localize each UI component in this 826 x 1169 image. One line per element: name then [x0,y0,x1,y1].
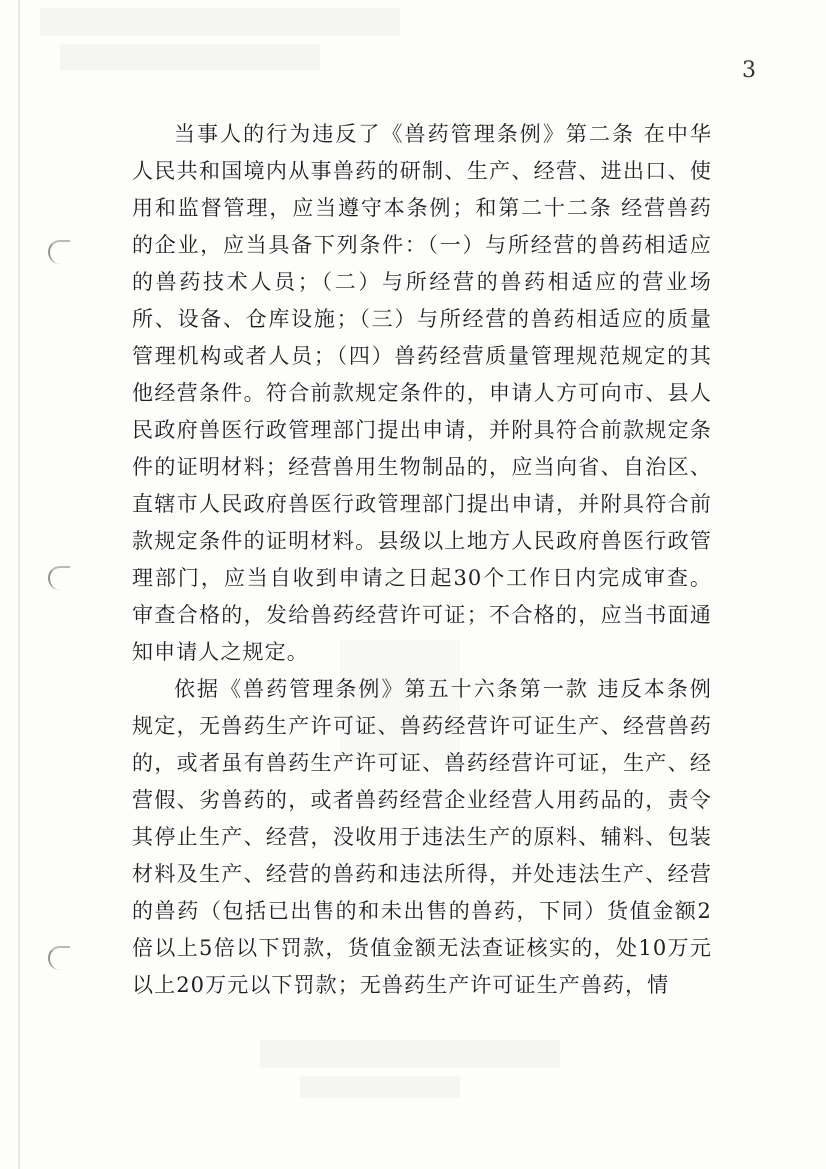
bleed-through-mark [40,8,400,36]
bleed-through-mark [260,1040,560,1068]
paragraph-violation: 当事人的行为违反了《兽药管理条例》第二条 在中华人民共和国境内从事兽药的研制、生产、经营、进出口、使用和监督管理，应当遵守本条例；和第二十二条 经营兽药的企业，应当具备下列条件：（一）与所经营的兽药相适应的兽药技术人员；（二）与所经营的兽药相适应的营业场所、设备、仓库设施；（三）与所经营的兽药相适应的质量管理机构或者人员；（四）兽药经营质量管理规范规定的其他经营条件。符合前款规定条件的，申请人方可向市、县人民政府兽医行政管理部门提出申请，并附具符合前款规定条件的证明材料；经营兽用生物制品的，应当向省、自治区、直辖市人民政府兽医行政管理部门提出申请，并附具符合前款规定条件的证明材料。县级以上地方人民政府兽医行政管理部门，应当自收到申请之日起30个工作日内完成审查。审查合格的，发给兽药经营许可证；不合格的，应当书面通知申请人之规定。 [132,122,712,664]
bleed-through-mark [60,44,320,70]
bleed-through-mark [300,1076,460,1098]
page-number: 3 [742,58,756,83]
punch-hole-mark [48,566,70,590]
punch-hole-mark [48,240,70,264]
scan-edge-shadow [18,0,20,1169]
punch-hole-mark [48,946,70,970]
paragraph-legal-basis: 依据《兽药管理条例》第五十六条第一款 违反本条例规定，无兽药生产许可证、兽药经营许可证生产、经营兽药的，或者虽有兽药生产许可证、兽药经营许可证，生产、经营假、劣兽药的，或者兽药经营企业经营人用药品的，责令其停止生产、经营，没收用于违法生产的原料、辅料、包装材料及生产、经营的兽药和违法所得，并处违法生产、经营的兽药（包括已出售的和未出售的兽药，下同）货值金额2倍以上5倍以下罚款，货值金额无法查证核实的，处10万元以上20万元以下罚款；无兽药生产许可证生产兽药，情 [132,677,712,997]
document-body [132,116,712,1004]
